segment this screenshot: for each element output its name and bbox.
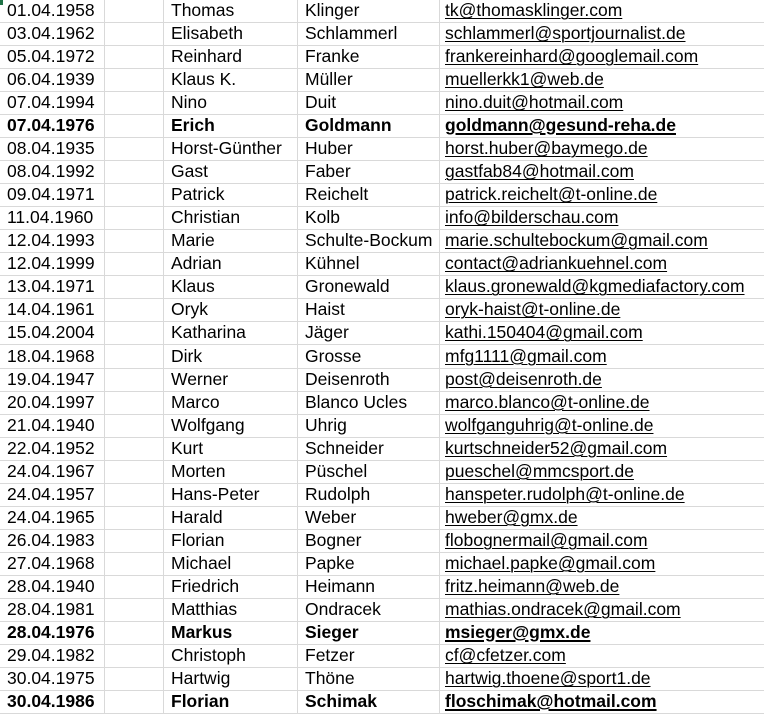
cell-last-name[interactable]: Bogner	[298, 530, 440, 552]
cell-email[interactable]	[440, 345, 764, 367]
cell-blank[interactable]	[105, 115, 164, 137]
email-link[interactable]: marco.blanco@t-online.de	[445, 391, 650, 412]
cell-birthdate[interactable]: 30.04.1986	[0, 691, 105, 713]
cell-birthdate[interactable]: 24.04.1965	[0, 507, 105, 529]
table-row	[0, 622, 764, 645]
cell-first-name[interactable]: Katharina	[164, 322, 298, 344]
cell-email[interactable]	[440, 507, 764, 529]
cell-birthdate[interactable]: 05.04.1972	[0, 46, 105, 68]
cell-birthdate[interactable]: 24.04.1957	[0, 484, 105, 506]
cell-blank[interactable]	[105, 668, 164, 690]
cell-email[interactable]	[440, 92, 764, 114]
table-row	[0, 230, 764, 253]
email-link[interactable]: nino.duit@hotmail.com	[445, 92, 624, 113]
table-row	[0, 345, 764, 368]
cell-blank[interactable]	[105, 392, 164, 414]
email-link[interactable]: pueschel@mmcsport.de	[445, 460, 634, 481]
cell-email[interactable]	[440, 599, 764, 621]
email-link[interactable]: hanspeter.rudolph@t-online.de	[445, 483, 685, 504]
cell-birthdate[interactable]: 20.04.1997	[0, 392, 105, 414]
cell-blank[interactable]	[105, 23, 164, 45]
table-row	[0, 276, 764, 299]
cell-birthdate[interactable]: 19.04.1947	[0, 369, 105, 391]
email-link[interactable]: floschimak@hotmail.com	[445, 691, 657, 711]
email-link[interactable]: muellerkk1@web.de	[445, 69, 604, 90]
cell-birthdate[interactable]: 12.04.1993	[0, 230, 105, 252]
email-link[interactable]: contact@adriankuehnel.com	[445, 253, 668, 274]
table-row	[0, 161, 764, 184]
cell-first-name[interactable]: Reinhard	[164, 46, 298, 68]
email-link[interactable]: goldmann@gesund-reha.de	[445, 115, 676, 136]
cell-first-name[interactable]: Friedrich	[164, 576, 298, 598]
cell-first-name[interactable]: Florian	[164, 691, 298, 713]
cell-last-name[interactable]: Sieger	[298, 622, 440, 644]
cell-birthdate[interactable]: 07.04.1976	[0, 115, 105, 137]
cell-birthdate[interactable]: 22.04.1952	[0, 438, 105, 460]
cell-email[interactable]	[440, 553, 764, 575]
cell-last-name[interactable]: Duit	[298, 92, 440, 114]
email-link[interactable]: fritz.heimann@web.de	[445, 575, 620, 596]
cell-email[interactable]	[440, 138, 764, 160]
email-link[interactable]: info@bilderschau.com	[445, 207, 619, 228]
cell-last-name[interactable]: Klinger	[298, 0, 440, 22]
cell-email[interactable]	[440, 207, 764, 229]
cell-first-name[interactable]: Markus	[164, 622, 298, 644]
table-row	[0, 138, 764, 161]
cell-first-name[interactable]: Hartwig	[164, 668, 298, 690]
cell-blank[interactable]	[105, 69, 164, 91]
cell-last-name[interactable]: Heimann	[298, 576, 440, 598]
table-row	[0, 322, 764, 345]
cell-first-name[interactable]: Christoph	[164, 645, 298, 667]
cell-email[interactable]	[440, 23, 764, 45]
cell-last-name[interactable]: Thöne	[298, 668, 440, 690]
cell-birthdate[interactable]: 28.04.1940	[0, 576, 105, 598]
cell-blank[interactable]	[105, 438, 164, 460]
cell-last-name[interactable]: Schulte-Bockum	[298, 230, 440, 252]
cell-blank[interactable]	[105, 622, 164, 644]
cell-first-name[interactable]: Harald	[164, 507, 298, 529]
cell-first-name[interactable]: Erich	[164, 115, 298, 137]
cell-email[interactable]	[440, 115, 764, 137]
cell-blank[interactable]	[105, 230, 164, 252]
cell-last-name[interactable]: Müller	[298, 69, 440, 91]
cell-first-name[interactable]: Florian	[164, 530, 298, 552]
email-link[interactable]: oryk-haist@t-online.de	[445, 299, 621, 320]
cell-first-name[interactable]: Horst-Günther	[164, 138, 298, 160]
cell-email[interactable]	[440, 530, 764, 552]
cell-last-name[interactable]: Kolb	[298, 207, 440, 229]
cell-last-name[interactable]: Jäger	[298, 322, 440, 344]
cell-first-name[interactable]: Hans-Peter	[164, 484, 298, 506]
cell-last-name[interactable]: Uhrig	[298, 415, 440, 437]
cell-blank[interactable]	[105, 599, 164, 621]
cell-blank[interactable]	[105, 299, 164, 321]
cell-birthdate[interactable]: 08.04.1992	[0, 161, 105, 183]
cell-blank[interactable]	[105, 138, 164, 160]
cell-birthdate[interactable]: 29.04.1982	[0, 645, 105, 667]
sheet-corner-mark	[0, 0, 3, 5]
cell-email[interactable]	[440, 484, 764, 506]
cell-blank[interactable]	[105, 46, 164, 68]
cell-last-name[interactable]: Huber	[298, 138, 440, 160]
table-row	[0, 184, 764, 207]
email-link[interactable]: horst.huber@baymego.de	[445, 138, 648, 159]
cell-email[interactable]	[440, 276, 764, 298]
cell-email[interactable]	[440, 322, 764, 344]
cell-birthdate[interactable]: 15.04.2004	[0, 322, 105, 344]
table-row	[0, 461, 764, 484]
cell-birthdate[interactable]: 27.04.1968	[0, 553, 105, 575]
email-link[interactable]: hweber@gmx.de	[445, 506, 578, 527]
cell-blank[interactable]	[105, 369, 164, 391]
cell-birthdate[interactable]: 18.04.1968	[0, 345, 105, 367]
cell-last-name[interactable]: Schimak	[298, 691, 440, 713]
email-link[interactable]: frankereinhard@googlemail.com	[445, 46, 699, 67]
table-row	[0, 392, 764, 415]
table-row	[0, 553, 764, 576]
email-link[interactable]: hartwig.thoene@sport1.de	[445, 667, 651, 688]
cell-last-name[interactable]: Grosse	[298, 345, 440, 367]
cell-first-name[interactable]: Kurt	[164, 438, 298, 460]
cell-birthdate[interactable]: 21.04.1940	[0, 415, 105, 437]
cell-birthdate[interactable]: 13.04.1971	[0, 276, 105, 298]
cell-birthdate[interactable]: 11.04.1960	[0, 207, 105, 229]
table-row	[0, 69, 764, 92]
cell-birthdate[interactable]: 12.04.1999	[0, 253, 105, 275]
cell-last-name[interactable]: Schneider	[298, 438, 440, 460]
cell-birthdate[interactable]: 14.04.1961	[0, 299, 105, 321]
email-link[interactable]: cf@cfetzer.com	[445, 644, 566, 665]
cell-blank[interactable]	[105, 553, 164, 575]
cell-last-name[interactable]: Ondracek	[298, 599, 440, 621]
table-row	[0, 507, 764, 530]
email-link[interactable]: flobognermail@gmail.com	[445, 529, 648, 550]
cell-blank[interactable]	[105, 92, 164, 114]
cell-blank[interactable]	[105, 530, 164, 552]
cell-first-name[interactable]: Wolfgang	[164, 415, 298, 437]
table-row	[0, 115, 764, 138]
cell-last-name[interactable]: Deisenroth	[298, 369, 440, 391]
table-row	[0, 46, 764, 69]
cell-blank[interactable]	[105, 645, 164, 667]
table-row	[0, 415, 764, 438]
cell-birthdate[interactable]: 09.04.1971	[0, 184, 105, 206]
cell-blank[interactable]	[105, 576, 164, 598]
email-link[interactable]: klaus.gronewald@kgmediafactory.com	[445, 276, 745, 297]
cell-blank[interactable]	[105, 415, 164, 437]
cell-email[interactable]	[440, 392, 764, 414]
cell-first-name[interactable]: Klaus	[164, 276, 298, 298]
cell-last-name[interactable]: Fetzer	[298, 645, 440, 667]
cell-first-name[interactable]: Michael	[164, 553, 298, 575]
email-link[interactable]: tk@thomasklinger.com	[445, 0, 623, 21]
cell-birthdate[interactable]: 03.04.1962	[0, 23, 105, 45]
table-row	[0, 691, 764, 714]
cell-last-name[interactable]: Blanco Ucles	[298, 392, 440, 414]
table-row	[0, 23, 764, 46]
cell-last-name[interactable]: Gronewald	[298, 276, 440, 298]
cell-blank[interactable]	[105, 161, 164, 183]
email-link[interactable]: post@deisenroth.de	[445, 368, 602, 389]
cell-first-name[interactable]: Marie	[164, 230, 298, 252]
cell-first-name[interactable]: Adrian	[164, 253, 298, 275]
cell-last-name[interactable]: Faber	[298, 161, 440, 183]
table-row	[0, 668, 764, 691]
cell-first-name[interactable]: Klaus K.	[164, 69, 298, 91]
cell-email[interactable]	[440, 161, 764, 183]
cell-first-name[interactable]: Marco	[164, 392, 298, 414]
email-link[interactable]: marie.schultebockum@gmail.com	[445, 230, 708, 251]
cell-first-name[interactable]: Patrick	[164, 184, 298, 206]
table-row	[0, 369, 764, 392]
cell-email[interactable]	[440, 230, 764, 252]
cell-last-name[interactable]: Haist	[298, 299, 440, 321]
cell-blank[interactable]	[105, 322, 164, 344]
table-row	[0, 530, 764, 553]
cell-birthdate[interactable]: 30.04.1975	[0, 668, 105, 690]
cell-birthdate[interactable]: 07.04.1994	[0, 92, 105, 114]
cell-last-name[interactable]: Weber	[298, 507, 440, 529]
email-link[interactable]: schlammerl@sportjournalist.de	[445, 23, 686, 44]
table-row	[0, 645, 764, 668]
cell-blank[interactable]	[105, 461, 164, 483]
cell-first-name[interactable]: Nino	[164, 92, 298, 114]
cell-last-name[interactable]: Rudolph	[298, 484, 440, 506]
cell-email[interactable]	[440, 184, 764, 206]
cell-email[interactable]	[440, 369, 764, 391]
cell-blank[interactable]	[105, 207, 164, 229]
cell-last-name[interactable]: Papke	[298, 553, 440, 575]
cell-email[interactable]	[440, 438, 764, 460]
cell-email[interactable]	[440, 576, 764, 598]
cell-first-name[interactable]: Morten	[164, 461, 298, 483]
cell-email[interactable]	[440, 622, 764, 644]
email-link[interactable]: wolfganguhrig@t-online.de	[445, 414, 654, 435]
table-row	[0, 438, 764, 461]
cell-birthdate[interactable]: 24.04.1967	[0, 461, 105, 483]
table-row	[0, 599, 764, 622]
cell-email[interactable]	[440, 415, 764, 437]
cell-blank[interactable]	[105, 184, 164, 206]
email-link[interactable]: kurtschneider52@gmail.com	[445, 437, 668, 458]
cell-first-name[interactable]: Matthias	[164, 599, 298, 621]
table-row	[0, 484, 764, 507]
cell-first-name[interactable]: Dirk	[164, 345, 298, 367]
cell-email[interactable]	[440, 668, 764, 690]
email-link[interactable]: mathias.ondracek@gmail.com	[445, 598, 681, 619]
cell-birthdate[interactable]: 01.04.1958	[0, 0, 105, 22]
table-row	[0, 576, 764, 599]
cell-email[interactable]	[440, 46, 764, 68]
cell-blank[interactable]	[105, 276, 164, 298]
cell-blank[interactable]	[105, 507, 164, 529]
cell-last-name[interactable]: Goldmann	[298, 115, 440, 137]
table-row	[0, 299, 764, 322]
cell-last-name[interactable]: Schlammerl	[298, 23, 440, 45]
cell-email[interactable]	[440, 645, 764, 667]
cell-blank[interactable]	[105, 484, 164, 506]
cell-email[interactable]	[440, 0, 764, 22]
cell-first-name[interactable]: Oryk	[164, 299, 298, 321]
table-row	[0, 92, 764, 115]
cell-first-name[interactable]: Christian	[164, 207, 298, 229]
cell-blank[interactable]	[105, 345, 164, 367]
cell-first-name[interactable]: Elisabeth	[164, 23, 298, 45]
cell-birthdate[interactable]: 28.04.1981	[0, 599, 105, 621]
cell-first-name[interactable]: Thomas	[164, 0, 298, 22]
cell-first-name[interactable]: Werner	[164, 369, 298, 391]
cell-blank[interactable]	[105, 0, 164, 22]
email-link[interactable]: mfg1111@gmail.com	[445, 345, 607, 366]
email-link[interactable]: kathi.150404@gmail.com	[445, 322, 643, 343]
cell-email[interactable]	[440, 691, 764, 713]
cell-last-name[interactable]: Reichelt	[298, 184, 440, 206]
email-link[interactable]: michael.papke@gmail.com	[445, 552, 656, 573]
cell-birthdate[interactable]: 26.04.1983	[0, 530, 105, 552]
cell-first-name[interactable]: Gast	[164, 161, 298, 183]
table-row	[0, 0, 764, 23]
cell-birthdate[interactable]: 28.04.1976	[0, 622, 105, 644]
email-link[interactable]: msieger@gmx.de	[445, 621, 591, 642]
cell-blank[interactable]	[105, 253, 164, 275]
email-link[interactable]: patrick.reichelt@t-online.de	[445, 184, 658, 205]
cell-blank[interactable]	[105, 691, 164, 713]
table-row	[0, 253, 764, 276]
cell-email[interactable]	[440, 299, 764, 321]
cell-email[interactable]	[440, 253, 764, 275]
table-row	[0, 207, 764, 230]
cell-last-name[interactable]: Franke	[298, 46, 440, 68]
cell-last-name[interactable]: Kühnel	[298, 253, 440, 275]
cell-email[interactable]	[440, 461, 764, 483]
cell-last-name[interactable]: Püschel	[298, 461, 440, 483]
cell-birthdate[interactable]: 08.04.1935	[0, 138, 105, 160]
email-link[interactable]: gastfab84@hotmail.com	[445, 161, 634, 182]
cell-email[interactable]	[440, 69, 764, 91]
cell-birthdate[interactable]: 06.04.1939	[0, 69, 105, 91]
